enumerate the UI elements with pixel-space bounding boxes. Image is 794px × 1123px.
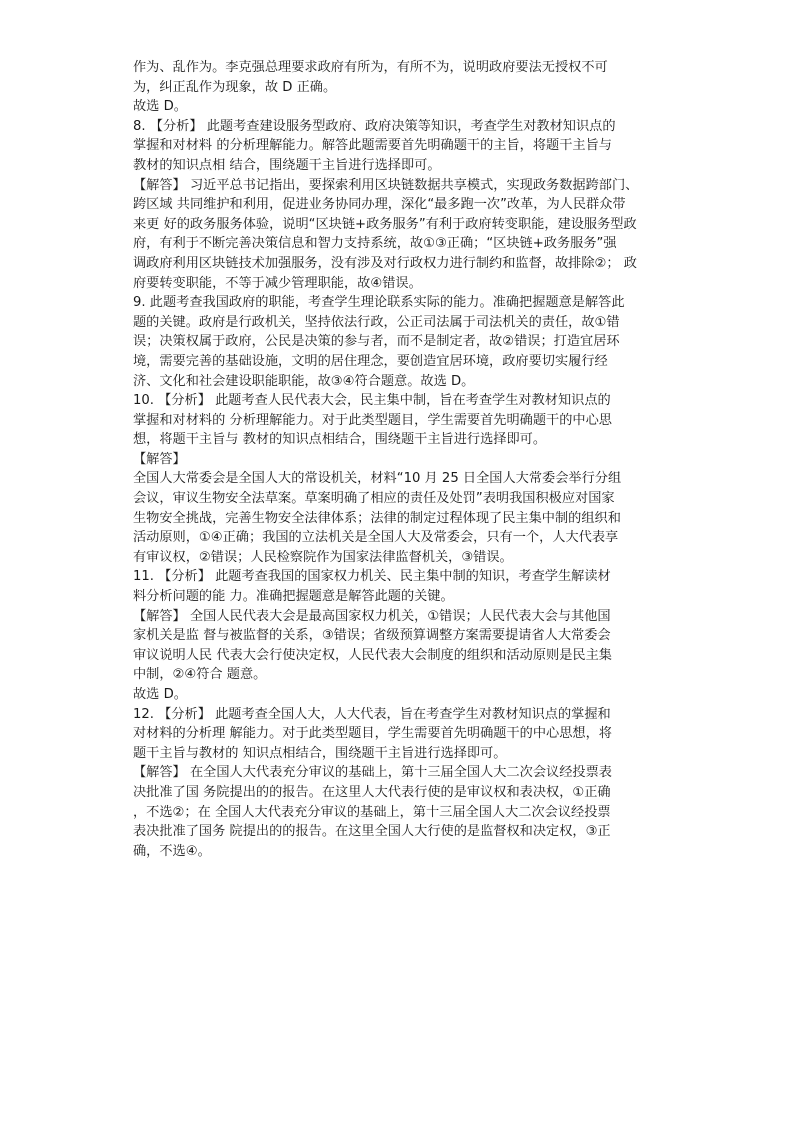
text-line: ，不选②；在 全国人大代表充分审议的基础上，第十三届全国人大二次会议经投票 — [133, 804, 611, 820]
text-line: 审议说明人民 代表大会行使决定权，人民代表大会制度的组织和活动原则是民主集 — [133, 647, 612, 663]
text-line: 12. 【分析】 此题考查全国人大，人大代表，旨在考查学生对教材知识点的掌握和 — [133, 706, 611, 722]
text-line: 活动原则，①④正确；我国的立法机关是全国人大及常委会，只有一个，人大代表享 — [133, 530, 619, 546]
text-line: 作为、乱作为。李克强总理要求政府有所为，有所不为，说明政府要法无授权不可 — [133, 60, 608, 75]
text-line: 题干主旨与教材的 知识点相结合，围绕题干主旨进行选择即可。 — [133, 745, 507, 761]
text-line: 对材料的分析理 解能力。对于此类型题目，学生需要首先明确题干的中心思想，将 — [133, 726, 612, 742]
text-line: 调政府利用区块链技术加强服务，没有涉及对行政权力进行制约和监督，故排除②； 政 — [133, 255, 637, 271]
text-line: 【解答】 — [133, 451, 186, 467]
text-line: 表决批准了国务 院提出的的报告。在这里全国人大行使的是监督权和决定权，③正 — [133, 824, 611, 840]
text-line: 掌握和对材料的 分析理解能力。对于此类型题目，学生需要首先明确题干的中心思 — [133, 412, 612, 428]
text-line: 会议，审议生物安全法草案。草案明确了相应的责任及处罚”表明我国积极应对国家 — [133, 491, 615, 507]
text-line: 来更 好的政务服务体验，说明“区块链+政务服务”有利于政府转变职能，建设服务型政 — [133, 216, 637, 232]
text-line: 掌握和对材料 的分析理解能力。解答此题需要首先明确题干的主旨，将题干主旨与 — [133, 138, 612, 154]
text-line: 8. 【分析】 此题考查建设服务型政府、政府决策等知识，考查学生对教材知识点的 — [133, 118, 616, 134]
text-line: 府要转变职能，不等于减少管理职能，故④错误。 — [133, 275, 422, 291]
text-line: 故选 D。 — [133, 99, 187, 115]
text-line: 【解答】 全国人民代表大会是最高国家权力机关，①错误；人民代表大会与其他国 — [133, 608, 611, 624]
text-line: 中制，②④符合 题意。 — [133, 667, 267, 683]
text-line: 9. 此题考查我国政府的职能，考查学生理论联系实际的能力。准确把握题意是解答此 — [133, 295, 625, 311]
text-line: 家机关是监 督与被监督的关系，③错误；省级预算调整方案需要提请省人大常委会 — [133, 628, 611, 644]
text-line: 济、文化和社会建设职能职能，故③④符合题意。故选 D。 — [133, 373, 475, 389]
text-line: 题的关键。政府是行政机关，坚持依法行政，公正司法属于司法机关的责任，故①错 — [133, 314, 620, 330]
text-line: 想，将题干主旨与 教材的知识点相结合，围绕题干主旨进行选择即可。 — [133, 432, 547, 448]
text-line: 误；决策权属于政府，公民是决策的参与者，而不是制定者，故②错误；打造宜居环 — [133, 334, 620, 350]
text-line: 故选 D。 — [133, 687, 187, 702]
text-line: 府，有利于不断完善决策信息和智力支持系统，故①③正确；“区块链+政务服务”强 — [133, 236, 617, 252]
text-line: 10. 【分析】 此题考查人民代表大会，民主集中制，旨在考查学生对教材知识点的 — [133, 393, 611, 409]
text-line: 有审议权，②错误；人民检察院作为国家法律监督机关，③错误。 — [133, 549, 513, 565]
document-body — [133, 58, 693, 861]
text-line: 决批准了国 务院提出的的报告。在这里人大代表行使的是审议权和表决权，①正确 — [133, 784, 611, 800]
text-line: 【解答】 习近平总书记指出，要探索利用区块链数据共享模式，实现政务数据跨部门、 — [133, 177, 639, 193]
text-line: 境，需要完善的基础设施，文明的居住理念，要创造宜居环境，政府要切实履行经 — [133, 353, 608, 369]
text-line: 确，不选④。 — [133, 843, 211, 859]
text-line: 11. 【分析】 此题考查我国的国家权力机关、民主集中制的知识，考查学生解读材 — [133, 569, 611, 585]
text-line: 为，纠正乱作为现象，故 D 正确。 — [133, 79, 337, 95]
text-line: 生物安全挑战，完善生物安全法律体系；法律的制定过程体现了民主集中制的组织和 — [133, 510, 621, 526]
text-line: 跨区域 共同维护和利用，促进业务协同办理，深化“最多跑一次”改革，为人民群众带 — [133, 197, 626, 213]
text-line: 料分析问题的能 力。准确把握题意是解答此题的关键。 — [133, 589, 454, 605]
text-line: 全国人大常委会是全国人大的常设机关，材料“10 月 25 日全国人大常委会举行分组 — [133, 471, 622, 487]
text-line: 教材的知识点相 结合，围绕题干主旨进行选择即可。 — [133, 157, 441, 173]
text-line: 【解答】 在全国人大代表充分审议的基础上，第十三届全国人大二次会议经投票表 — [133, 765, 612, 781]
